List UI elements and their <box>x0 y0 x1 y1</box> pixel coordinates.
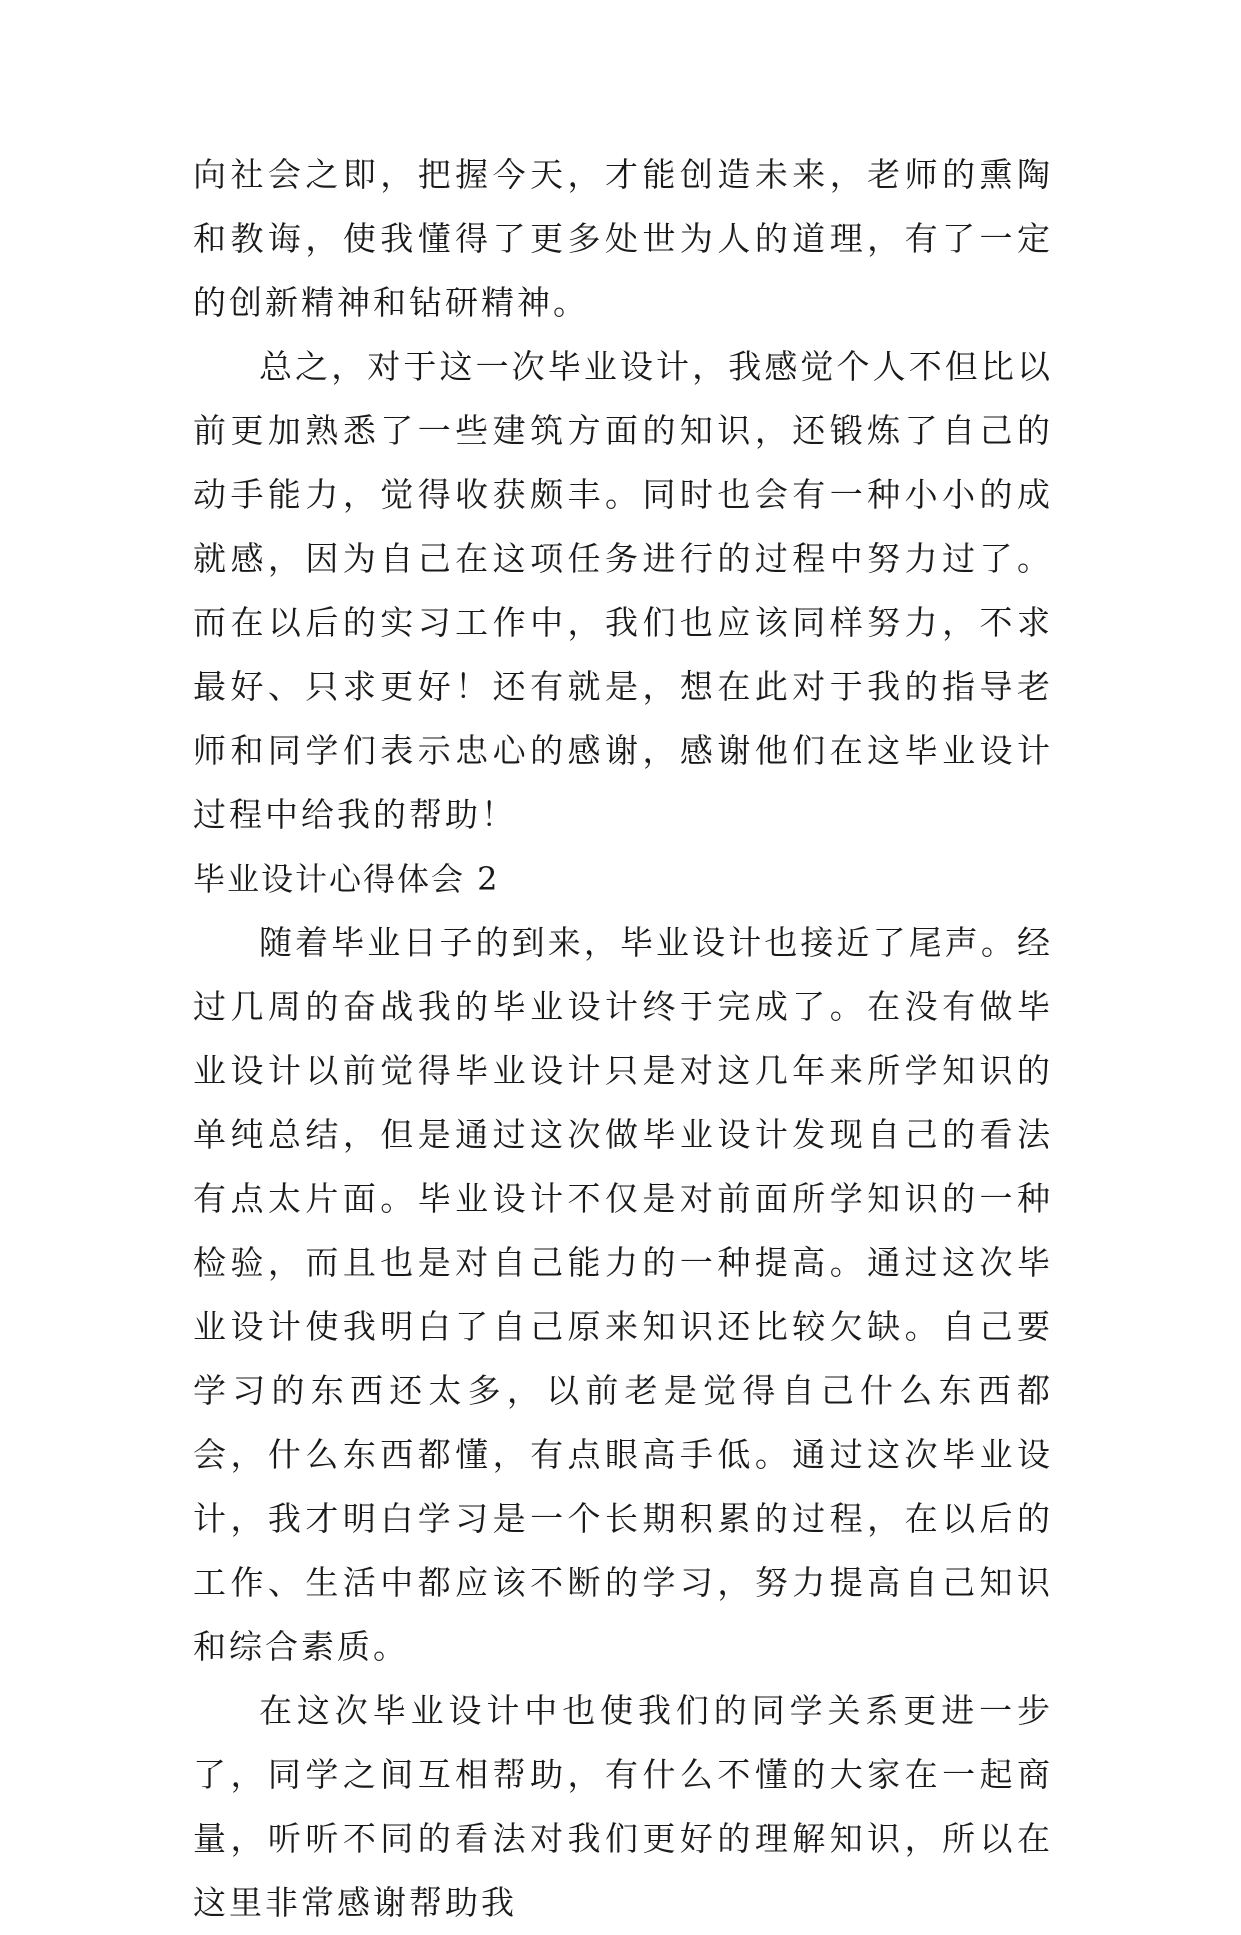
paragraph-2: 总之，对于这一次毕业设计，我感觉个人不但比以前更加熟悉了一些建筑方面的知识，还锻炼了自己的动手能力，觉得收获颇丰。同时也会有一种小小的成就感，因为自己在这项任务进行的过程中努力过了。而在以后的实习工作中，我们也应该同样努力，不求最好、只求更好！还有就是，想在此对于我的指导老师和同学们表示忠心的感谢，感谢他们在这毕业设计过程中给我的帮助！ <box>193 347 1053 834</box>
paragraph-1: 向社会之即，把握今天，才能创造未来，老师的熏陶和教诲，使我懂得了更多处世为人的道理，有了一定的创新精神和钻研精神。 <box>193 155 1053 322</box>
section-heading: 毕业设计心得体会 2 <box>193 860 500 898</box>
paragraph-4: 在这次毕业设计中也使我们的同学关系更进一步了，同学之间互相帮助，有什么不懂的大家在一起商量，听听不同的看法对我们更好的理解知识，所以在这里非常感谢帮助我 <box>193 1691 1053 1922</box>
document-body <box>193 143 1053 1935</box>
paragraph-3: 随着毕业日子的到来，毕业设计也接近了尾声。经过几周的奋战我的毕业设计终于完成了。在没有做毕业设计以前觉得毕业设计只是对这几年来所学知识的单纯总结，但是通过这次做毕业设计发现自己的看法有点太片面。毕业设计不仅是对前面所学知识的一种检验，而且也是对自己能力的一种提高。通过这次毕业设计使我明白了自己原来知识还比较欠缺。自己要学习的东西还太多，以前老是觉得自己什么东西都会，什么东西都懂，有点眼高手低。通过这次毕业设计，我才明白学习是一个长期积累的过程，在以后的工作、生活中都应该不断的学习，努力提高自己知识和综合素质。 <box>193 923 1053 1666</box>
